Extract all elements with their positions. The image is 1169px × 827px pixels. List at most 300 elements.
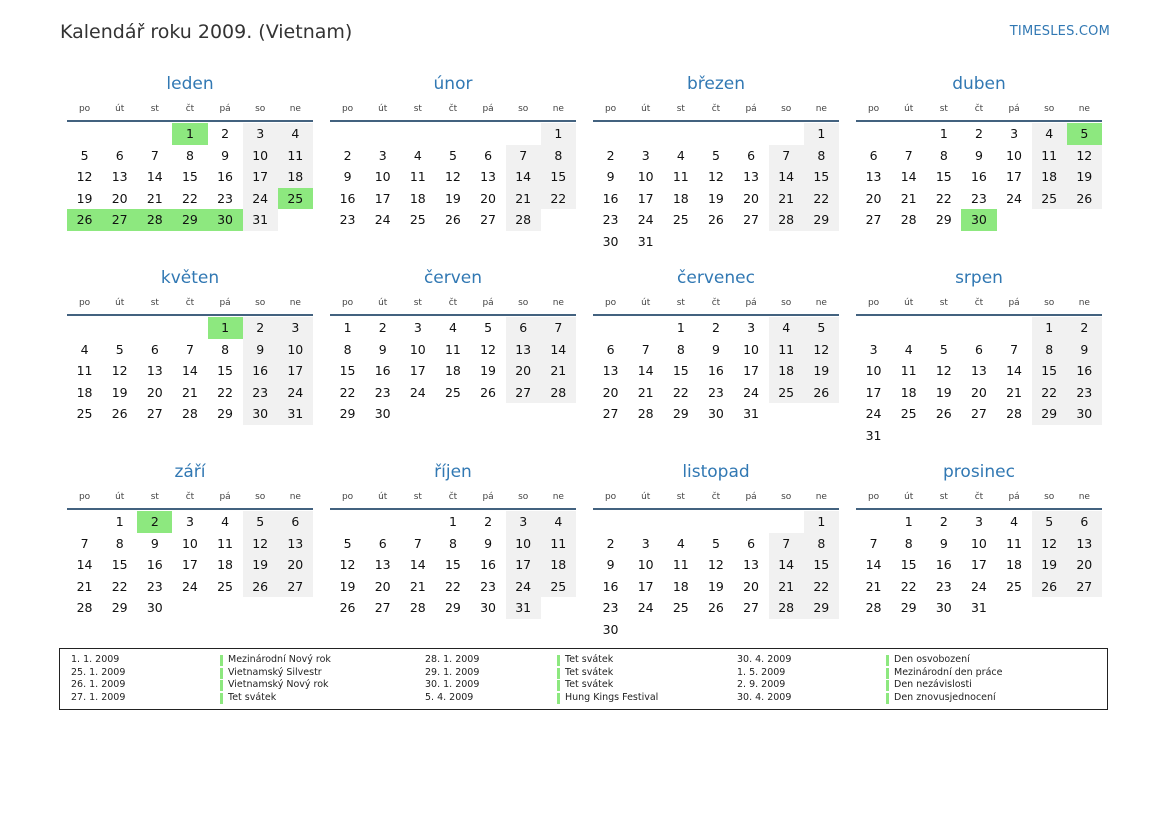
weekday-label: so <box>1044 298 1055 308</box>
day-cell: 25 <box>672 212 689 228</box>
day-grid <box>856 511 1102 619</box>
weekday-label: so <box>1044 492 1055 502</box>
day-cell: 10 <box>409 341 426 357</box>
empty-day <box>734 123 769 145</box>
empty-day <box>172 597 207 619</box>
day-cell: 20 <box>278 554 313 576</box>
day-cell: 19 <box>804 360 839 382</box>
empty-day <box>769 231 804 253</box>
month-name: červen <box>423 268 483 288</box>
day-cell: 25 <box>1006 578 1023 594</box>
empty-day <box>137 123 172 145</box>
day-cell: 8 <box>221 341 230 357</box>
empty-day <box>67 123 102 145</box>
day-cell: 20 <box>146 384 163 400</box>
holiday-day: 1 <box>208 317 243 339</box>
day-cell: 27 <box>278 576 313 598</box>
holiday-marker <box>220 655 223 666</box>
holiday-entry <box>737 692 1077 705</box>
day-cell: 18 <box>672 190 689 206</box>
day-cell: 11 <box>278 145 313 167</box>
day-cell: 12 <box>804 339 839 361</box>
day-cell: 27 <box>970 406 987 422</box>
holiday-day: 2 <box>137 511 172 533</box>
empty-day <box>400 403 435 425</box>
day-cell: 25 <box>769 382 804 404</box>
empty-day <box>435 403 470 425</box>
holiday-entry <box>71 692 411 705</box>
empty-day <box>365 511 400 533</box>
day-cell: 7 <box>1010 341 1019 357</box>
day-cell: 28 <box>865 600 882 616</box>
day-cell: 29 <box>339 406 356 422</box>
day-cell: 21 <box>506 188 541 210</box>
day-cell: 17 <box>409 363 426 379</box>
holiday-entry <box>737 667 1077 680</box>
empty-day <box>997 597 1032 619</box>
day-cell: 17 <box>278 360 313 382</box>
holiday-date: 1. 1. 2009 <box>71 654 120 665</box>
day-cell: 13 <box>743 169 760 185</box>
month-5 <box>330 264 576 458</box>
day-grid <box>67 317 313 425</box>
day-cell: 23 <box>602 600 619 616</box>
holiday-name: Den znovusjednocení <box>894 691 996 703</box>
month-11 <box>856 458 1102 652</box>
day-cell: 6 <box>378 535 387 551</box>
day-cell: 25 <box>900 406 917 422</box>
day-cell: 19 <box>1067 166 1102 188</box>
day-cell: 16 <box>480 557 497 573</box>
empty-day <box>804 619 839 641</box>
day-cell: 4 <box>1010 514 1019 529</box>
day-cell: 11 <box>541 533 576 555</box>
day-cell: 1 <box>343 320 352 335</box>
day-cell: 20 <box>602 384 619 400</box>
empty-day <box>734 231 769 253</box>
holiday-name: Tet svátek <box>565 679 614 691</box>
day-cell: 3 <box>641 535 650 551</box>
day-cell: 18 <box>541 554 576 576</box>
day-cell: 27 <box>480 212 497 228</box>
day-cell: 10 <box>637 169 654 185</box>
day-cell: 9 <box>150 535 159 551</box>
weekday-label: po <box>604 492 617 502</box>
day-cell: 3 <box>278 317 313 339</box>
day-cell: 27 <box>743 600 760 616</box>
day-cell: 18 <box>217 557 234 573</box>
day-cell: 18 <box>76 384 93 400</box>
day-cell: 6 <box>974 341 983 357</box>
holiday-entry <box>71 679 411 692</box>
weekday-label: po <box>341 492 354 502</box>
day-cell: 12 <box>1032 533 1067 555</box>
weekday-label: ne <box>289 104 301 114</box>
day-cell: 18 <box>769 360 804 382</box>
weekday-label: ne <box>1078 492 1090 502</box>
holiday-name: Tet svátek <box>565 666 614 678</box>
holiday-date: 27. 1. 2009 <box>71 691 126 703</box>
weekday-label: ne <box>815 298 827 308</box>
weekday-label: so <box>781 104 792 114</box>
day-cell: 22 <box>804 188 839 210</box>
day-cell: 19 <box>707 190 724 206</box>
day-cell: 25 <box>217 578 234 594</box>
empty-day <box>67 317 102 339</box>
day-grid <box>593 123 839 253</box>
empty-day <box>137 317 172 339</box>
day-cell: 2 <box>343 147 352 163</box>
day-cell: 10 <box>743 341 760 357</box>
day-cell: 24 <box>181 578 198 594</box>
empty-day <box>278 597 313 619</box>
weekday-label: st <box>150 298 159 308</box>
weekday-label: čt <box>185 492 195 502</box>
day-cell: 3 <box>413 320 422 335</box>
day-cell: 14 <box>76 557 93 573</box>
weekday-label: po <box>78 492 91 502</box>
day-cell: 8 <box>1032 339 1067 361</box>
day-cell: 25 <box>409 212 426 228</box>
empty-day <box>593 511 628 533</box>
day-cell: 14 <box>1006 363 1023 379</box>
weekday-label: ne <box>552 104 564 114</box>
holiday-marker <box>886 680 889 691</box>
empty-day <box>961 425 996 447</box>
holiday-entry <box>425 679 765 692</box>
day-cell: 7 <box>641 341 650 357</box>
weekday-label: čt <box>974 298 984 308</box>
day-cell: 5 <box>1032 511 1067 533</box>
holiday-entry <box>737 679 1077 692</box>
empty-day <box>856 317 891 339</box>
day-cell: 7 <box>413 535 422 551</box>
day-cell: 8 <box>676 341 685 357</box>
empty-day <box>698 123 733 145</box>
day-cell: 29 <box>935 212 952 228</box>
holiday-date: 28. 1. 2009 <box>425 654 480 665</box>
weekday-label: so <box>518 104 529 114</box>
day-cell: 2 <box>221 126 230 141</box>
weekday-label: pá <box>482 492 494 502</box>
day-cell: 10 <box>1006 147 1023 163</box>
day-cell: 15 <box>900 557 917 573</box>
weekday-label: so <box>255 298 266 308</box>
empty-day <box>506 123 541 145</box>
day-cell: 21 <box>76 578 93 594</box>
day-cell: 23 <box>339 212 356 228</box>
day-cell: 23 <box>602 212 619 228</box>
day-cell: 22 <box>541 188 576 210</box>
months-grid <box>67 70 1102 652</box>
empty-day <box>804 403 839 425</box>
day-cell: 3 <box>185 514 194 529</box>
day-cell: 30 <box>1067 403 1102 425</box>
day-cell: 31 <box>865 427 882 443</box>
day-cell: 29 <box>900 600 917 616</box>
weekday-label: ne <box>289 298 301 308</box>
holiday-entry <box>425 667 765 680</box>
day-cell: 15 <box>217 363 234 379</box>
day-cell: 20 <box>743 190 760 206</box>
weekday-label: pá <box>482 104 494 114</box>
empty-day <box>400 511 435 533</box>
empty-day <box>997 425 1032 447</box>
day-grid <box>67 123 313 231</box>
day-cell: 28 <box>409 600 426 616</box>
weekday-header <box>593 486 839 510</box>
holiday-date: 30. 4. 2009 <box>737 691 792 703</box>
day-cell: 4 <box>904 341 913 357</box>
day-cell: 17 <box>1006 169 1023 185</box>
day-cell: 14 <box>769 554 804 576</box>
weekday-label: út <box>115 298 125 308</box>
weekday-label: čt <box>448 298 458 308</box>
day-cell: 13 <box>1067 533 1102 555</box>
day-cell: 1 <box>676 320 685 335</box>
holiday-date: 2. 9. 2009 <box>737 679 786 691</box>
day-cell: 25 <box>1032 188 1067 210</box>
day-cell: 17 <box>743 363 760 379</box>
day-cell: 21 <box>900 190 917 206</box>
day-cell: 5 <box>115 341 124 357</box>
holiday-name: Vietnamský Nový rok <box>228 679 329 691</box>
weekday-label: st <box>413 104 422 114</box>
day-cell: 4 <box>1032 123 1067 145</box>
day-cell: 1 <box>939 126 948 141</box>
day-cell: 11 <box>1032 145 1067 167</box>
day-cell: 22 <box>672 384 689 400</box>
day-cell: 26 <box>480 384 497 400</box>
day-cell: 10 <box>970 535 987 551</box>
day-cell: 7 <box>185 341 194 357</box>
holiday-name: Tet svátek <box>228 691 277 703</box>
day-cell: 18 <box>1006 557 1023 573</box>
day-cell: 11 <box>1006 535 1023 551</box>
empty-day <box>698 511 733 533</box>
empty-day <box>891 123 926 145</box>
day-cell: 12 <box>707 557 724 573</box>
empty-day <box>997 317 1032 339</box>
weekday-label: st <box>676 492 685 502</box>
day-cell: 24 <box>637 212 654 228</box>
weekday-label: so <box>518 492 529 502</box>
day-cell: 9 <box>606 169 615 185</box>
day-cell: 21 <box>637 384 654 400</box>
empty-day <box>926 425 961 447</box>
day-cell: 11 <box>900 363 917 379</box>
day-cell: 6 <box>278 511 313 533</box>
month-9 <box>330 458 576 652</box>
day-grid <box>330 317 576 425</box>
day-cell: 21 <box>769 188 804 210</box>
day-cell: 6 <box>1067 511 1102 533</box>
weekday-label: pá <box>1008 298 1020 308</box>
day-cell: 5 <box>484 320 493 335</box>
day-cell: 17 <box>243 166 278 188</box>
day-cell: 14 <box>900 169 917 185</box>
weekday-label: út <box>115 104 125 114</box>
day-cell: 31 <box>278 403 313 425</box>
holiday-marker <box>220 680 223 691</box>
empty-day <box>856 123 891 145</box>
empty-day <box>663 123 698 145</box>
weekday-header <box>593 98 839 122</box>
day-cell: 18 <box>672 578 689 594</box>
day-cell: 22 <box>1032 382 1067 404</box>
weekday-label: ne <box>552 298 564 308</box>
weekday-label: út <box>378 104 388 114</box>
day-cell: 2 <box>711 320 720 335</box>
holiday-day: 30 <box>961 209 996 231</box>
weekday-header <box>330 292 576 316</box>
empty-day <box>471 123 506 145</box>
day-cell: 28 <box>506 209 541 231</box>
day-cell: 7 <box>769 533 804 555</box>
day-cell: 19 <box>339 578 356 594</box>
holiday-name: Hung Kings Festival <box>565 691 659 703</box>
day-cell: 11 <box>672 557 689 573</box>
day-cell: 12 <box>480 341 497 357</box>
empty-day <box>1032 597 1067 619</box>
day-cell: 21 <box>409 578 426 594</box>
day-cell: 12 <box>1067 145 1102 167</box>
empty-day <box>663 511 698 533</box>
empty-day <box>506 403 541 425</box>
month-4 <box>67 264 313 458</box>
day-cell: 29 <box>111 600 128 616</box>
holiday-name: Den osvobození <box>894 654 970 665</box>
day-cell: 29 <box>804 209 839 231</box>
day-cell: 24 <box>506 576 541 598</box>
weekday-label: po <box>341 104 354 114</box>
day-cell: 22 <box>339 384 356 400</box>
day-cell: 23 <box>935 578 952 594</box>
holiday-name: Mezinárodní Nový rok <box>228 654 331 665</box>
weekday-label: ne <box>1078 298 1090 308</box>
empty-day <box>278 209 313 231</box>
day-cell: 12 <box>707 169 724 185</box>
weekday-label: út <box>641 298 651 308</box>
day-cell: 11 <box>672 169 689 185</box>
day-cell: 2 <box>378 320 387 335</box>
empty-day <box>1067 425 1102 447</box>
weekday-header <box>67 486 313 510</box>
day-cell: 30 <box>146 600 163 616</box>
weekday-label: út <box>904 104 914 114</box>
month-name: duben <box>952 74 1006 94</box>
weekday-label: pá <box>482 298 494 308</box>
day-cell: 17 <box>970 557 987 573</box>
day-cell: 28 <box>76 600 93 616</box>
day-cell: 27 <box>1067 576 1102 598</box>
day-cell: 24 <box>278 382 313 404</box>
empty-day <box>330 511 365 533</box>
day-cell: 22 <box>804 576 839 598</box>
empty-day <box>891 425 926 447</box>
month-0 <box>67 70 313 264</box>
holiday-date: 5. 4. 2009 <box>425 691 474 703</box>
day-cell: 16 <box>217 169 234 185</box>
day-cell: 12 <box>935 363 952 379</box>
day-cell: 13 <box>111 169 128 185</box>
day-cell: 31 <box>506 597 541 619</box>
holiday-day: 27 <box>102 209 137 231</box>
weekday-label: pá <box>1008 104 1020 114</box>
weekday-label: st <box>939 298 948 308</box>
weekday-label: čt <box>185 298 195 308</box>
brand-link[interactable]: TIMESLES.COM <box>1009 24 1110 39</box>
day-cell: 2 <box>484 514 493 529</box>
day-cell: 8 <box>804 145 839 167</box>
holiday-marker <box>886 693 889 704</box>
day-cell: 9 <box>1067 339 1102 361</box>
day-cell: 17 <box>506 554 541 576</box>
day-cell: 3 <box>243 123 278 145</box>
day-cell: 9 <box>606 557 615 573</box>
day-cell: 24 <box>409 384 426 400</box>
day-cell: 4 <box>769 317 804 339</box>
day-cell: 25 <box>541 576 576 598</box>
day-cell: 20 <box>506 360 541 382</box>
day-cell: 27 <box>146 406 163 422</box>
day-cell: 23 <box>374 384 391 400</box>
day-cell: 7 <box>769 145 804 167</box>
weekday-label: ne <box>815 492 827 502</box>
month-name: prosinec <box>943 462 1015 482</box>
day-cell: 2 <box>243 317 278 339</box>
weekday-label: čt <box>711 104 721 114</box>
day-cell: 26 <box>935 406 952 422</box>
holiday-marker <box>220 668 223 679</box>
day-cell: 1 <box>541 123 576 145</box>
day-cell: 18 <box>444 363 461 379</box>
day-cell: 14 <box>769 166 804 188</box>
day-cell: 9 <box>221 147 230 163</box>
day-cell: 14 <box>865 557 882 573</box>
holiday-name: Den nezávislosti <box>894 679 972 691</box>
day-cell: 3 <box>641 147 650 163</box>
day-cell: 6 <box>115 147 124 163</box>
holiday-date: 30. 1. 2009 <box>425 679 480 691</box>
weekday-label: čt <box>711 298 721 308</box>
holiday-marker <box>886 668 889 679</box>
day-cell: 24 <box>637 600 654 616</box>
holiday-date: 25. 1. 2009 <box>71 666 126 678</box>
day-cell: 13 <box>970 363 987 379</box>
day-cell: 15 <box>444 557 461 573</box>
day-cell: 2 <box>606 535 615 551</box>
weekday-header <box>593 292 839 316</box>
empty-day <box>698 231 733 253</box>
day-grid <box>330 123 576 231</box>
day-cell: 23 <box>146 578 163 594</box>
empty-day <box>997 209 1032 231</box>
day-cell: 12 <box>243 533 278 555</box>
month-name: srpen <box>955 268 1003 288</box>
day-cell: 28 <box>769 597 804 619</box>
weekday-label: čt <box>185 104 195 114</box>
weekday-label: so <box>781 492 792 502</box>
day-cell: 31 <box>637 233 654 249</box>
day-cell: 30 <box>935 600 952 616</box>
day-cell: 31 <box>743 406 760 422</box>
day-cell: 7 <box>869 535 878 551</box>
day-cell: 30 <box>480 600 497 616</box>
day-grid <box>856 123 1102 231</box>
day-cell: 1 <box>904 514 913 529</box>
day-cell: 9 <box>939 535 948 551</box>
